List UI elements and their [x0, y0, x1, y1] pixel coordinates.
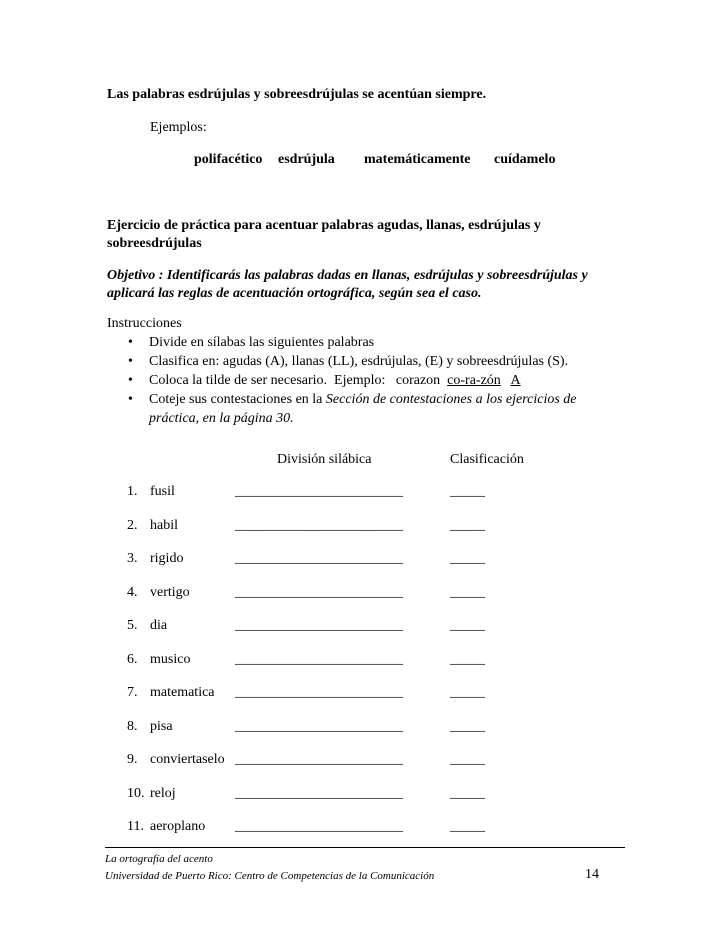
item-number: 1. — [127, 484, 138, 499]
header-classification: Clasificación — [450, 452, 524, 467]
item-number: 4. — [127, 584, 138, 600]
exercise-row — [0, 652, 728, 672]
exercise-row — [0, 752, 728, 772]
objective-text-cont: aplicará las reglas de acentuación ortográfica, según sea el caso. — [107, 286, 482, 301]
division-blank[interactable]: ________________________ — [235, 685, 403, 700]
exercise-row — [0, 484, 728, 504]
item-word: aeroplano — [150, 819, 206, 834]
division-blank[interactable]: ________________________ — [235, 752, 403, 767]
item-word: matematica — [150, 685, 215, 700]
item-number: 11. — [127, 819, 144, 834]
classification-blank[interactable]: _____ — [450, 819, 485, 834]
classification-blank[interactable]: _____ — [450, 651, 485, 667]
division-blank[interactable]: ________________________ — [235, 618, 403, 633]
example-word: matemáticamente — [364, 152, 471, 167]
division-blank[interactable]: ________________________ — [235, 651, 403, 667]
item-word: pisa — [150, 718, 173, 734]
exercise-row — [0, 685, 728, 705]
item-word: reloj — [150, 785, 176, 801]
exercise-row — [0, 518, 728, 538]
classification-blank[interactable]: _____ — [450, 618, 485, 633]
footer-title: La ortografía del acento — [105, 853, 213, 865]
exercise-row — [0, 585, 728, 605]
item-word: rigido — [150, 551, 184, 566]
item-number: 2. — [127, 517, 138, 533]
item-word: conviertaselo — [150, 752, 225, 767]
classification-blank[interactable]: _____ — [450, 551, 485, 566]
list-item: • Divide en sílabas las siguientes palabras — [128, 335, 375, 350]
example-word: esdrújula — [278, 152, 335, 167]
header-division: División silábica — [277, 452, 372, 467]
instructions-list — [112, 333, 632, 428]
item-number: 9. — [127, 752, 138, 767]
exercise-row — [0, 719, 728, 739]
classification-blank[interactable]: _____ — [450, 484, 485, 499]
division-blank[interactable]: ________________________ — [235, 785, 403, 801]
examples-label: Ejemplos: — [150, 120, 207, 135]
bullet-icon: • — [128, 373, 133, 388]
classification-blank[interactable]: _____ — [450, 517, 485, 533]
division-blank[interactable]: ________________________ — [235, 551, 403, 566]
classification-blank[interactable]: _____ — [450, 685, 485, 700]
classification-blank[interactable]: _____ — [450, 584, 485, 600]
item-word: fusil — [150, 484, 175, 499]
item-word: habil — [150, 517, 178, 533]
exercise-title-cont: sobreesdrújulas — [107, 236, 202, 251]
item-word: dia — [150, 618, 168, 633]
classification-blank[interactable]: _____ — [450, 785, 485, 801]
division-blank[interactable]: ________________________ — [235, 718, 403, 734]
exercise-row — [0, 551, 728, 571]
exercise-row — [0, 819, 728, 839]
item-number: 5. — [127, 618, 138, 633]
item-number: 6. — [127, 651, 138, 667]
item-number: 3. — [127, 551, 138, 566]
bullet-icon: • — [128, 335, 133, 350]
rule-text: Las palabras esdrújulas y sobreesdrújulas se acentúan siempre. — [107, 87, 487, 102]
footer-institution: Universidad de Puerto Rico: Centro de Competencias de la Comunicación — [105, 870, 435, 882]
item-number: 7. — [127, 685, 138, 700]
item-number: 10. — [127, 785, 145, 801]
bullet-icon: • — [128, 392, 133, 407]
division-blank[interactable]: ________________________ — [235, 517, 403, 533]
instructions-label: Instrucciones — [107, 316, 182, 331]
exercise-row — [0, 618, 728, 638]
exercise-title: Ejercicio de práctica para acentuar palabras agudas, llanas, esdrújulas y — [107, 218, 541, 233]
item-word: musico — [150, 651, 191, 667]
exercise-row — [0, 786, 728, 806]
footer-divider — [105, 847, 625, 848]
bullet-icon: • — [128, 354, 133, 369]
item-word: vertigo — [150, 584, 190, 600]
list-item: • Clasifica en: agudas (A), llanas (LL), esdrújulas, (E) y sobreesdrújulas (S). — [128, 354, 569, 369]
classification-blank[interactable]: _____ — [450, 752, 485, 767]
example-word: polifacético — [194, 152, 263, 167]
list-item: • Coloca la tilde de ser necesario. Ejemplo: corazon co-ra-zón A — [128, 373, 521, 388]
objective-text: Objetivo : Identificarás las palabras dadas en llanas, esdrújulas y sobreesdrújulas y — [107, 268, 588, 283]
division-blank[interactable]: ________________________ — [235, 819, 403, 834]
example-word: cuídamelo — [494, 152, 556, 167]
page-number: 14 — [585, 867, 599, 882]
item-number: 8. — [127, 718, 138, 734]
classification-blank[interactable]: _____ — [450, 718, 485, 734]
division-blank[interactable]: ________________________ — [235, 584, 403, 600]
list-item: • Coteje sus contestaciones en la Sección de contestaciones a los ejercicios de práctica, en la página 30. — [128, 392, 577, 426]
division-blank[interactable]: ________________________ — [235, 484, 403, 499]
example-classification: A — [510, 373, 521, 388]
example-syllables: co-ra-zón — [447, 373, 501, 388]
